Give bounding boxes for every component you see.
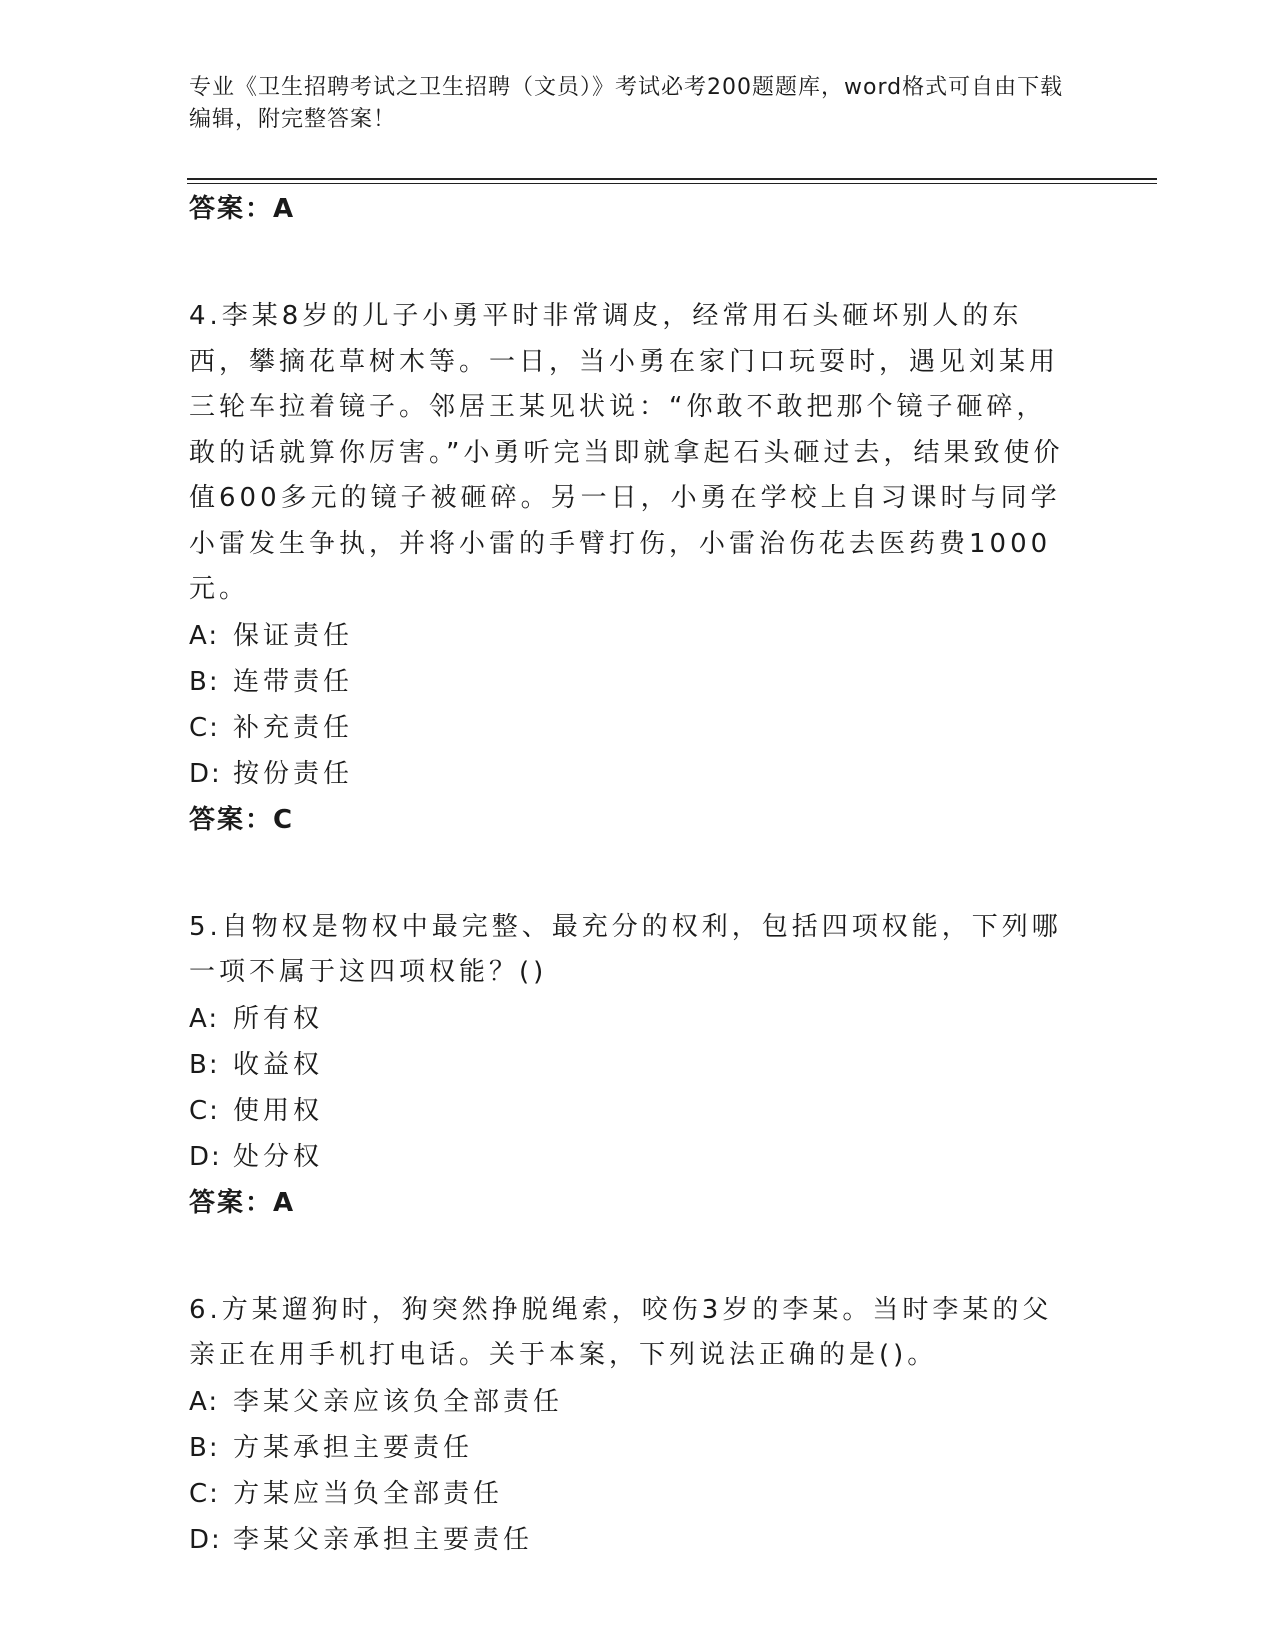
option-d	[189, 1517, 1069, 1563]
option-text: 保证责任	[233, 620, 354, 651]
question-6	[189, 1288, 1069, 1563]
question-4	[189, 294, 1069, 843]
option-key: B:	[189, 666, 220, 697]
spacer	[189, 232, 1069, 294]
option-key: D:	[189, 758, 222, 789]
answer-line: 答案：A	[189, 194, 296, 224]
option-text: 所有权	[233, 1003, 324, 1034]
answer-line: 答案：C	[189, 804, 295, 835]
spacer	[189, 1226, 1069, 1288]
option-text: 收益权	[233, 1049, 324, 1080]
option-a	[189, 613, 1069, 659]
option-d	[189, 1134, 1069, 1180]
option-c	[189, 705, 1069, 751]
option-a	[189, 1379, 1069, 1425]
option-text: 方某承担主要责任	[233, 1432, 474, 1463]
question-stem: 4.李某8岁的儿子小勇平时非常调皮，经常用石头砸坏别人的东西，攀摘花草树木等。一日，当小勇在家门口玩耍时，遇见刘某用三轮车拉着镜子。邻居王某见状说：“你敢不敢把那个镜子砸碎，敢的话就算你厉害。”小勇听完当即就拿起石头砸过去，结果致使价值600多元的镜子被砸碎。另一日，小勇在学校上自习课时与同学小雷发生争执，并将小雷的手臂打伤，小雷治伤花去医药费1000元。	[189, 301, 1064, 604]
option-text: 李某父亲应该负全部责任	[233, 1386, 564, 1417]
document-header: 专业《卫生招聘考试之卫生招聘（文员）》考试必考200题题库，word格式可自由下载编辑，附完整答案！	[189, 75, 1064, 132]
question-stem: 5.自物权是物权中最完整、最充分的权利，包括四项权能，下列哪一项不属于这四项权能？()	[189, 911, 1062, 987]
option-key: A:	[189, 1003, 220, 1034]
option-text: 补充责任	[233, 712, 354, 743]
option-key: A:	[189, 1386, 220, 1417]
option-key: B:	[189, 1432, 220, 1463]
option-key: C:	[189, 712, 220, 743]
option-key: C:	[189, 1478, 220, 1509]
option-text: 处分权	[233, 1141, 324, 1172]
header-divider	[187, 178, 1157, 180]
option-text: 按份责任	[233, 758, 354, 789]
option-text: 连带责任	[233, 666, 354, 697]
spacer	[189, 843, 1069, 905]
option-text: 使用权	[233, 1095, 324, 1126]
question-5	[189, 905, 1069, 1226]
option-key: D:	[189, 1524, 222, 1555]
option-key: C:	[189, 1095, 220, 1126]
option-c	[189, 1088, 1069, 1134]
option-key: A:	[189, 620, 220, 651]
option-b	[189, 1042, 1069, 1088]
question-content	[189, 188, 1069, 1563]
option-a	[189, 996, 1069, 1042]
option-text: 李某父亲承担主要责任	[233, 1524, 534, 1555]
option-b	[189, 1425, 1069, 1471]
option-d	[189, 751, 1069, 797]
option-key: D:	[189, 1141, 222, 1172]
option-c	[189, 1471, 1069, 1517]
option-b	[189, 659, 1069, 705]
option-text: 方某应当负全部责任	[233, 1478, 504, 1509]
question-stem: 6.方某遛狗时，狗突然挣脱绳索，咬伤3岁的李某。当时李某的父亲正在用手机打电话。关于本案，下列说法正确的是()。	[189, 1294, 1053, 1370]
header-divider-thin	[187, 183, 1157, 184]
answer-line: 答案：A	[189, 1187, 296, 1218]
option-key: B:	[189, 1049, 220, 1080]
